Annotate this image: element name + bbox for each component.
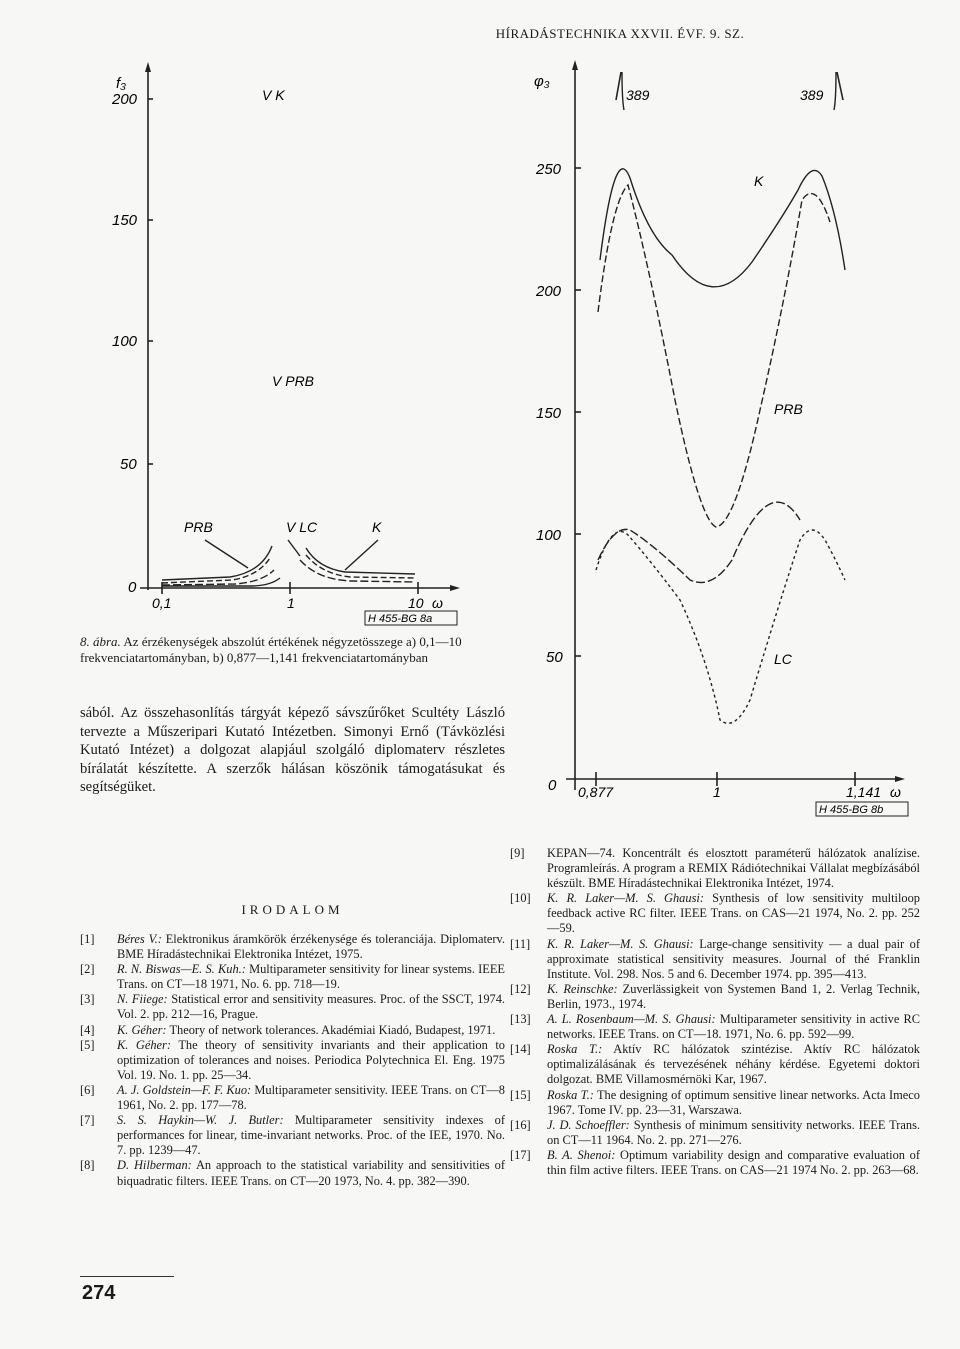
caption-text: Az érzékenységek abszolút értékének négyzetösszege a) 0,1—10 frekvenciatartományban, b) 0,877—1,141 frekvenciatartományban <box>80 634 462 665</box>
fig-a-x-tick: 0,1 <box>152 595 172 611</box>
fig-a-y-tick: 0 <box>128 579 137 596</box>
fig-b-label-lc: LC <box>774 651 792 667</box>
fig-a-label-lc: V LC <box>286 519 318 535</box>
fig-a-y-tick: 100 <box>112 333 138 350</box>
fig-b-curve-mid <box>598 502 800 582</box>
reference-item: [17] B. A. Shenoi: Optimum variability design and comparative evaluation of thin film active filters. IEEE Trans. on CAS—21 1974 No. 2. pp. 263—68. <box>510 1147 921 1177</box>
page-number-rule <box>80 1276 174 1277</box>
reference-item: [8] D. Hilberman: An approach to the statistical variability and sensitivities of biquadratic filters. IEEE Trans. on CT—20 1973, No. 4. pp. 382—390. <box>80 1158 505 1188</box>
fig-b-y-tick: 150 <box>536 405 562 422</box>
reference-item: [3] N. Fiiege: Statistical error and sensitivity measures. Proc. of the SSCT, 1974. Vol. 2. pp. 212—16, Prague. <box>80 992 506 1022</box>
reference-item: [5] K. Géher: The theory of sensitivity invariants and their application to optimization of tolerances and noises. Periodica Polytechnica El. Eng. 1975 Vol. 19. No. 1. pp. 25—34. <box>80 1037 505 1082</box>
fig-b-tag: H 455-BG 8b <box>819 804 884 816</box>
reference-item: [13] A. L. Rosenbaum—M. S. Ghausi: Multiparameter sensitivity in active RC networks. IEEE Trans. on CT—18. 1971, No. 6. pp. 592—99. <box>510 1012 920 1042</box>
fig-a-y-tick: 50 <box>120 456 137 473</box>
fig-a-label-vprb: V PRB <box>272 373 315 389</box>
fig-b-curves <box>596 72 845 723</box>
fig-a-label-k: K <box>372 519 382 535</box>
fig-a-label-vk: V K <box>262 87 285 103</box>
fig-a-x-axis-label: ω <box>432 595 443 611</box>
fig-b-top-value: 389 <box>800 87 824 103</box>
fig-b-y-tick: 0 <box>548 777 557 794</box>
fig-b-y-tick: 50 <box>546 649 563 666</box>
reference-item: [1] Béres V.: Elektronikus áramkörök érzékenysége és toleranciája. Diplomaterv. BME Híradástechnikai Elektronika Intézet, 1975. <box>80 932 506 962</box>
references-left <box>80 932 505 1189</box>
fig-b-x-tick: 0,877 <box>578 784 614 800</box>
reference-item: [16] J. D. Schoeffler: Synthesis of minimum sensitivity networks. IEEE Trans. on CT—11 1964. No. 2. pp. 271—276. <box>510 1117 920 1147</box>
fig-a-x-tick: 1 <box>287 595 295 611</box>
fig-b-y-tick: 100 <box>536 527 562 544</box>
body-paragraph: sából. Az összehasonlítás tárgyát képező sávszűrőket Scultéty László tervezte a Műszeripari Kutató Intézetben. Simonyi Ernő (Távközlési Kutató Intézet) a dolgozat alapjául szolgáló diplomaterv részletes bírálatát készítette. A szerzők hálásan köszönik támogatásukat és segítségüket. <box>80 705 505 795</box>
fig-b-curve-k <box>600 169 845 287</box>
reference-item: [14] Roska T.: Aktív RC hálózatok szintézise. Aktív RC hálózatok optimalizálásának és tervezésének néhány kérdése. Egyetemi doktori dolgozat. BME Villamosmérnöki Kar, 1967. <box>510 1042 920 1087</box>
running-head: HÍRADÁSTECHNIKA XXVII. ÉVF. 9. SZ. <box>495 26 745 41</box>
reference-item: [2] R. N. Biswas—E. S. Kuh.: Multiparameter sensitivity for linear systems. IEEE Trans. on CT—18 1971, No. 6. pp. 718—19. <box>80 962 505 992</box>
fig-b-y-tick: 200 <box>536 283 562 300</box>
fig-b-x-tick: 1,141 <box>846 784 882 800</box>
reference-item: [9] KEPAN—74. Koncentrált és elosztott paraméterű hálózatok analízise. Programleírás. A program a REMIX Rádiótechnikai Vállalat megbízásából készült. BME Híradástechnikai Elektronika Intézet, 1974. <box>510 846 920 891</box>
fig-b-x-axis-label: ω <box>890 784 901 800</box>
fig-b-top-value: 389 <box>626 87 650 103</box>
reference-item: [7] S. S. Haykin—W. J. Butler: Multiparameter sensitivity indexes of performances for linear, time-invariant networks. Proc. of the IEE, 1970. No. 7. pp. 1239—47. <box>80 1113 505 1158</box>
page-number: 274 <box>82 1282 116 1304</box>
references-heading: IRODALOM <box>241 902 344 917</box>
fig-b-y-tick: 250 <box>536 161 562 178</box>
references-right <box>510 846 920 1178</box>
caption-label: 8. ábra. <box>80 634 121 649</box>
reference-item: [6] A. J. Goldstein—F. F. Kuo: Multiparameter sensitivity. IEEE Trans. on CT—8 1961, No. 2. pp. 177—78. <box>80 1082 505 1113</box>
reference-item: [12] K. Reinschke: Zuverlässigkeit von Systemen Band 1, 2. Verlag Technik, Berlin, 1973., 1974. <box>510 981 920 1011</box>
fig-a-y-tick: 200 <box>112 91 138 108</box>
fig-a-label-prb: PRB <box>184 519 213 535</box>
fig-b-label-k: K <box>754 173 764 189</box>
reference-item: [11] K. R. Laker—M. S. Ghausi: Large-change sensitivity — a dual pair of approximate statistical sensitivity measures. Journal of thé Franklin Institute. Vol. 298. Nos. 5 and 6. December 1974. pp. 395—413. <box>510 936 920 981</box>
fig-a-y-axis-label: f₃ <box>116 75 127 92</box>
fig-a-x-tick: 10 <box>408 595 424 611</box>
fig-a-tag: H 455-BG 8a <box>368 613 433 625</box>
fig-b-x-tick: 1 <box>713 784 721 800</box>
figure-caption <box>80 634 500 666</box>
fig-a-y-tick: 150 <box>112 212 138 229</box>
reference-item: [4] K. Géher: Theory of network tolerances. Akadémiai Kiadó, Budapest, 1971. <box>80 1022 496 1037</box>
fig-b-curve-prb <box>598 185 830 527</box>
fig-b-label-prb: PRB <box>774 401 803 417</box>
reference-item: [10] K. R. Laker—M. S. Ghausi: Synthesis of low sensitivity multiloop feedback active RC filter. IEEE Trans. on CAS—21 1974, No. 2. pp. 252—59. <box>510 891 920 936</box>
fig-b-y-axis-label: φ₃ <box>534 73 550 90</box>
reference-item: [15] Roska T.: The designing of optimum sensitive linear networks. Acta Imeco 1967. Tome IV. pp. 23—31, Warszawa. <box>510 1087 920 1117</box>
fig-b-curve-lc <box>596 530 845 723</box>
